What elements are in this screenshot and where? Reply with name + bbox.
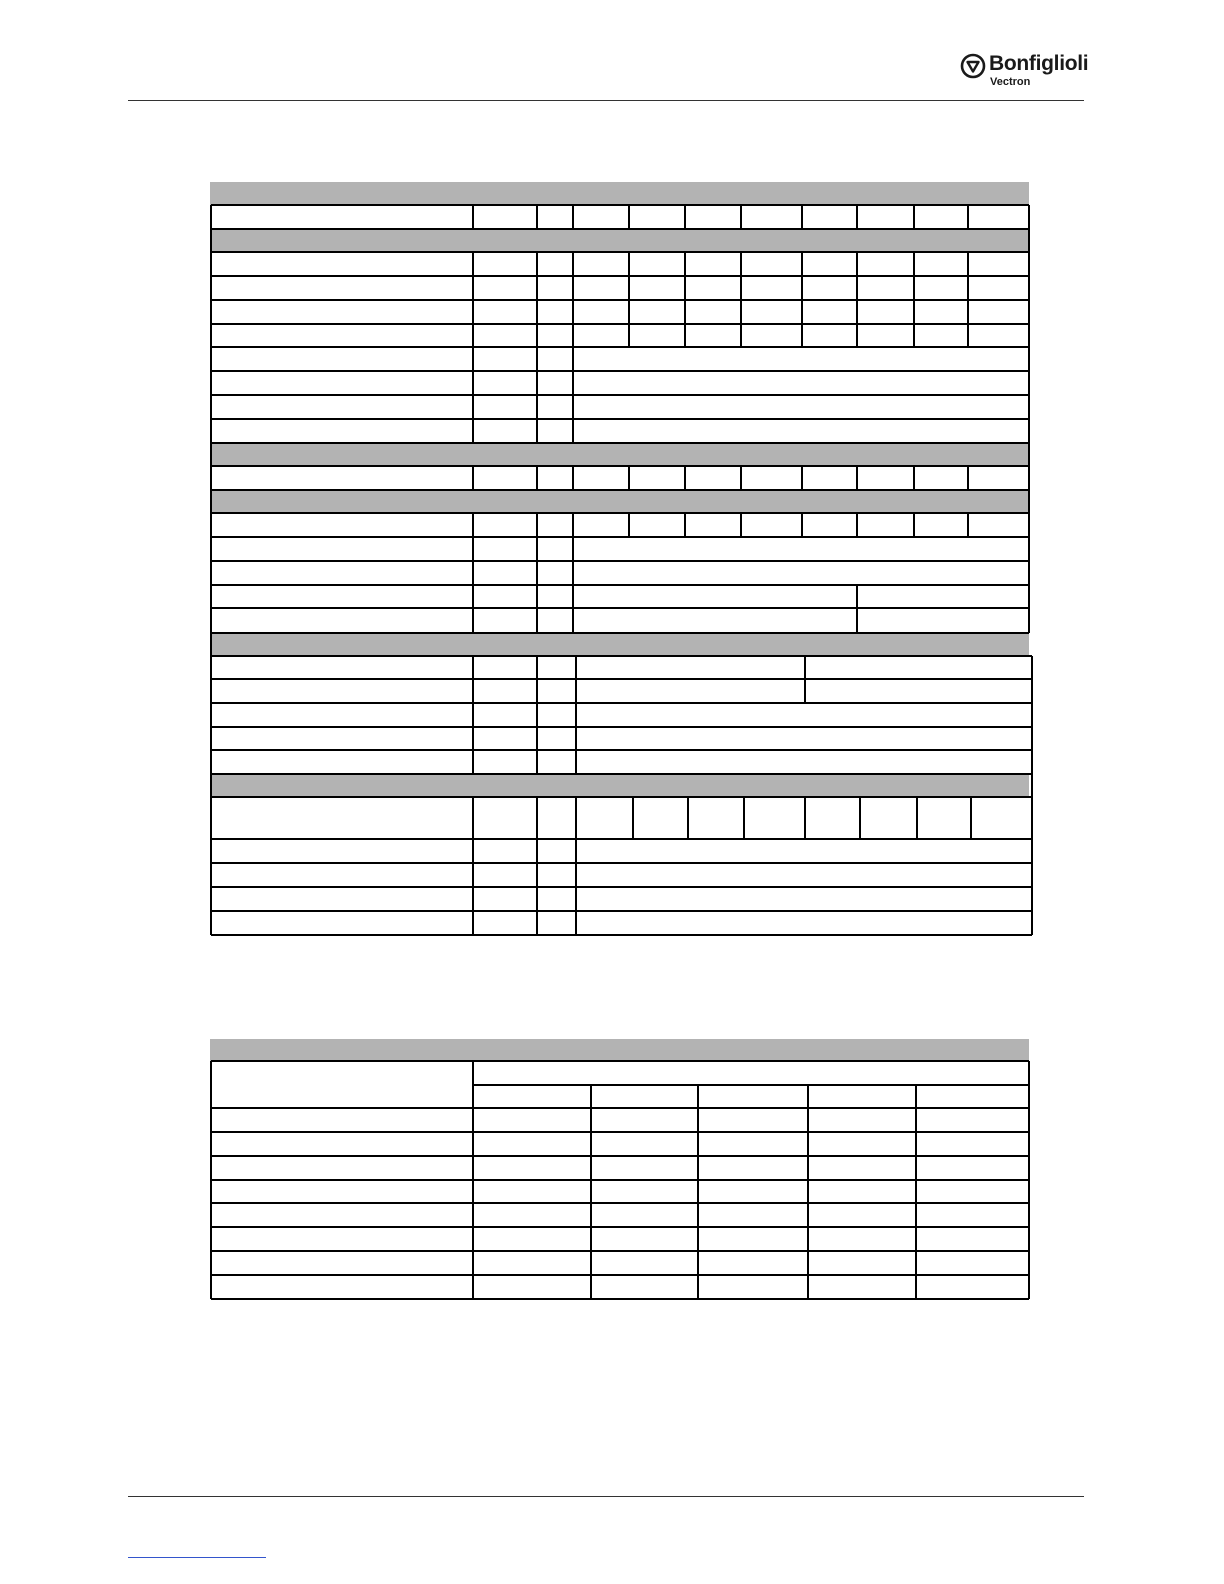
brand-subname: Vectron: [990, 76, 1031, 88]
footer-link-underline[interactable]: [128, 1557, 266, 1558]
footer-rule: [128, 1496, 1084, 1497]
brand-name: Bonfiglioli: [989, 52, 1089, 75]
